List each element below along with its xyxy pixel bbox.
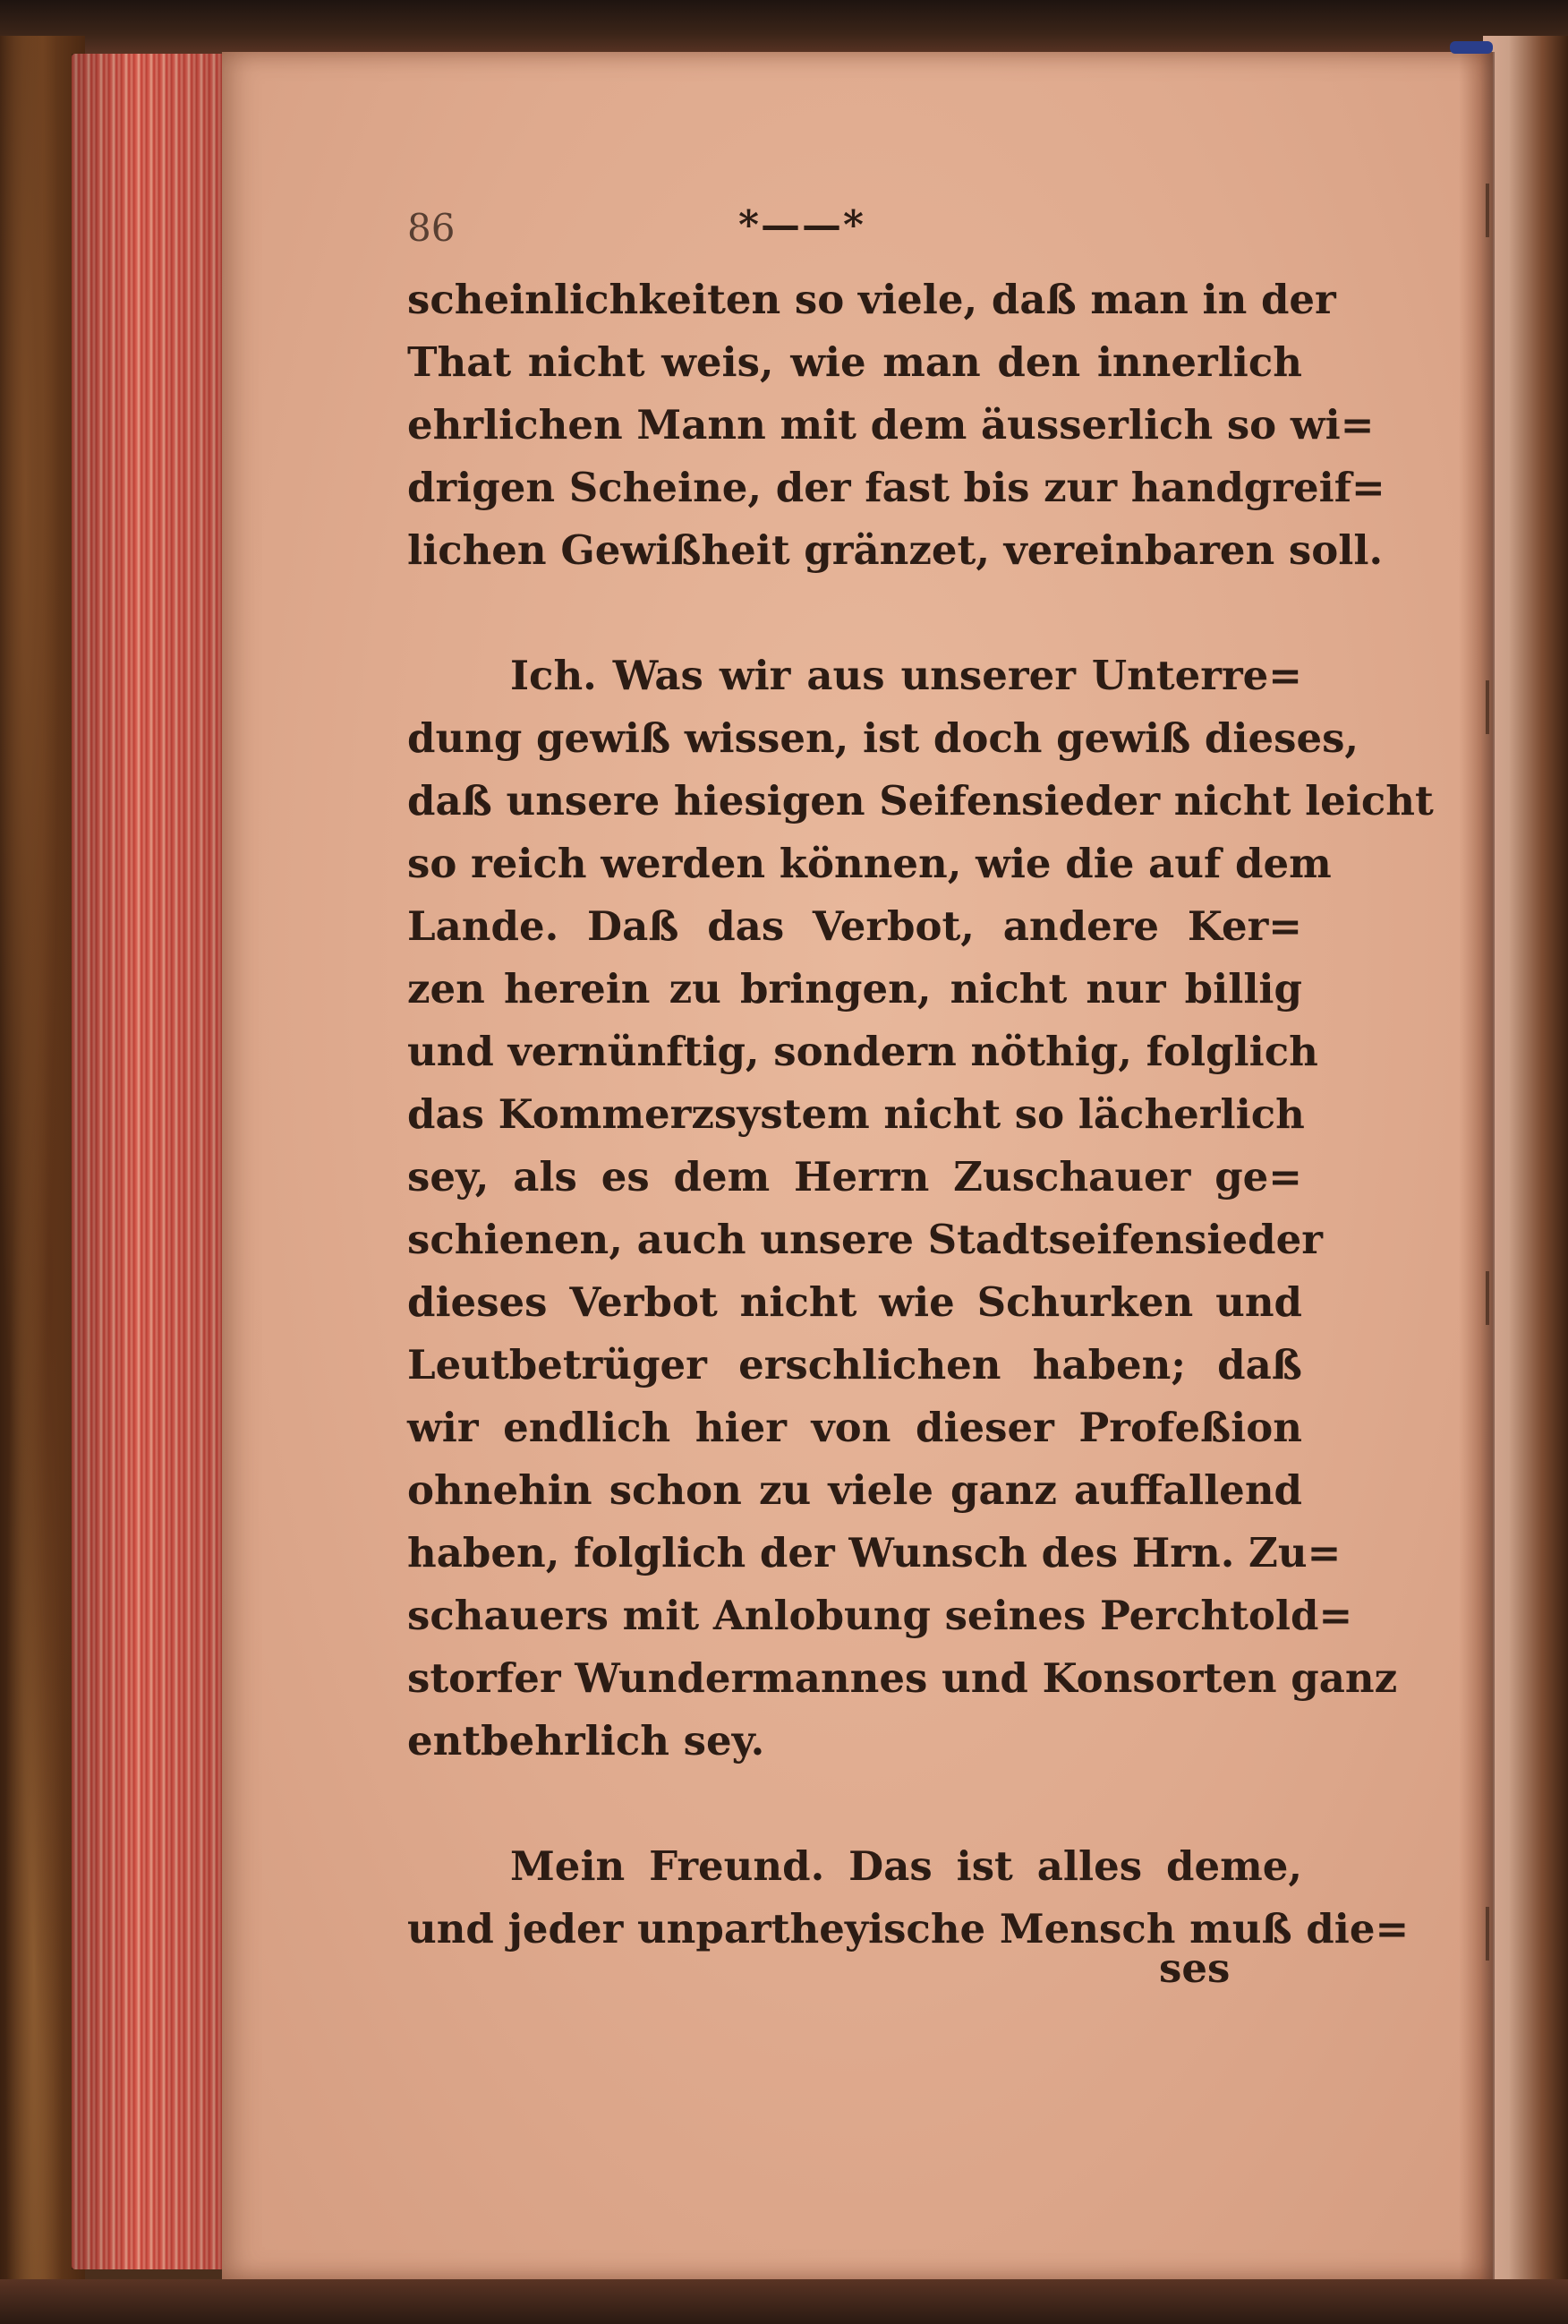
paragraph-gap bbox=[407, 582, 1302, 645]
catchword: ses bbox=[1159, 1944, 1231, 1992]
page-gutter bbox=[1459, 52, 1495, 2279]
binding-thread bbox=[1450, 41, 1493, 54]
text-line: ehrlichen Mann mit dem äusserlich so wi= bbox=[407, 401, 1375, 449]
text-line: haben, folglich der Wunsch des Hrn. Zu= bbox=[407, 1529, 1342, 1576]
scan-top-edge bbox=[0, 0, 1568, 56]
paragraph-gap bbox=[407, 1773, 1302, 1835]
binding-stitch bbox=[1486, 184, 1489, 237]
text-line: und jeder unpartheyische Mensch muß die= bbox=[407, 1905, 1410, 1952]
text-line: lichen Gewißheit gränzet, vereinbaren soll. bbox=[407, 526, 1384, 574]
text-line: drigen Scheine, der fast bis zur handgreif= bbox=[407, 464, 1385, 511]
paragraph bbox=[407, 269, 1385, 582]
page-edges-shade bbox=[72, 54, 233, 2269]
body-text bbox=[407, 269, 1434, 1961]
text-line: schauers mit Anlobung seines Perchtold= bbox=[407, 1592, 1353, 1639]
text-line: dung gewiß wissen, ist doch gewiß dieses, bbox=[407, 714, 1359, 762]
text-line: und vernünftig, sondern nöthig, folglich bbox=[407, 1028, 1318, 1075]
text-line: ohnehin schon zu viele ganz auffallend bbox=[407, 1466, 1302, 1514]
binding-stitch bbox=[1486, 680, 1489, 734]
text-line: zen herein zu bringen, nicht nur billig bbox=[407, 965, 1302, 1012]
text-line: so reich werden können, wie die auf dem bbox=[407, 840, 1332, 887]
scan-bottom-edge bbox=[0, 2279, 1568, 2324]
text-line: Leutbetrüger erschlichen haben; daß bbox=[407, 1341, 1302, 1388]
text-line: wir endlich hier von dieser Profeßion bbox=[407, 1404, 1302, 1451]
text-line: dieses Verbot nicht wie Schurken und bbox=[407, 1278, 1302, 1326]
text-line: storfer Wundermannes und Konsorten ganz bbox=[407, 1654, 1398, 1702]
running-header bbox=[407, 202, 1302, 260]
text-line: That nicht weis, wie man den innerlich bbox=[407, 338, 1302, 386]
cover-right bbox=[1483, 36, 1568, 2324]
text-line: entbehrlich sey. bbox=[407, 1717, 765, 1764]
binding-stitch bbox=[1486, 1271, 1489, 1325]
text-line: Mein Freund. Das ist alles deme, bbox=[510, 1842, 1302, 1890]
text-line: das Kommerzsystem nicht so lächerlich bbox=[407, 1090, 1305, 1138]
paragraph bbox=[407, 1835, 1410, 1961]
paragraph bbox=[407, 645, 1434, 1773]
text-line: Lande. Daß das Verbot, andere Ker= bbox=[407, 902, 1302, 950]
header-ornament: *——* bbox=[738, 202, 866, 248]
text-line: daß unsere hiesigen Seifensieder nicht leicht bbox=[407, 777, 1434, 825]
text-line: sey, als es dem Herrn Zuschauer ge= bbox=[407, 1153, 1302, 1200]
text-line: Ich. Was wir aus unserer Unterre= bbox=[510, 652, 1302, 699]
binding-stitch bbox=[1486, 1907, 1489, 1961]
text-line: schienen, auch unsere Stadtseifensieder bbox=[407, 1216, 1323, 1263]
text-line: scheinlichkeiten so viele, daß man in der bbox=[407, 276, 1336, 323]
page-number: 86 bbox=[407, 206, 456, 250]
